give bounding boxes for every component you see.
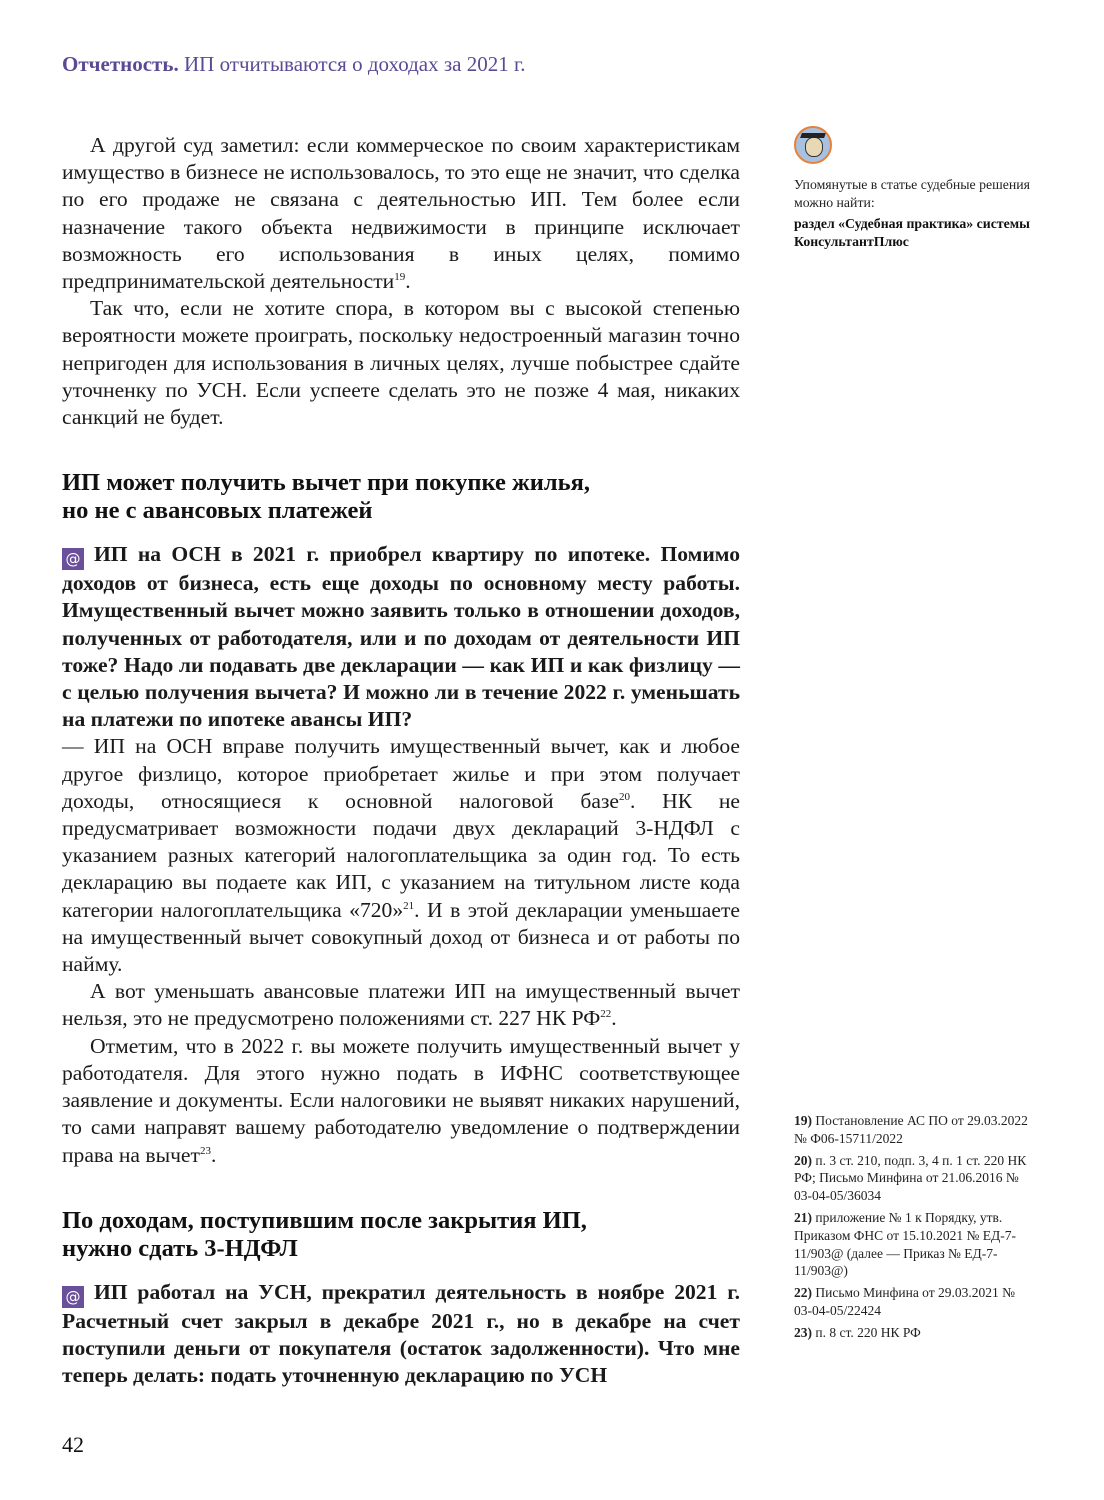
paragraph-text: Отметим, что в 2022 г. вы можете получить имущественный вычет у работодателя. Для этого нужно подать в ИФНС соответствующее заявление и документы. Если налоговики не выявят никаких нарушений, то сами направят вашему работодателю уведомление о подтверждении права на вычет (62, 1033, 740, 1167)
main-column (62, 132, 740, 1389)
footnote-number: 21) (794, 1209, 812, 1225)
footnote-text: приложение № 1 к Порядку, утв. Приказом ФНС от 15.10.2021 № ЕД-7-11/903@ (далее — Приказ № ЕД-7-11/903@) (794, 1209, 1016, 1279)
heading-line: нужно сдать 3-НДФЛ (62, 1234, 298, 1262)
paragraph-1 (62, 132, 740, 295)
punct: . (611, 1006, 617, 1031)
answer-text: . НК не предусматривает возможности подачи двух деклараций 3-НДФЛ с указанием разных категорий налогоплательщика за один год. То есть декларацию вы подаете как ИП, с указанием на титульном листе кода категории налогоплательщика «720» (62, 788, 740, 922)
footnote-21 (794, 1209, 1034, 1280)
scholar-avatar-icon (794, 126, 832, 164)
footnote-text: Постановление АС ПО от 29.03.2022 № Ф06-15711/2022 (794, 1113, 1028, 1146)
question-text: ИП работал на УСН, прекратил деятельность в ноябре 2021 г. Расчетный счет закрыл в декабре 2021 г., но в декабре на счет поступили деньги от покупателя (остаток задолженности). Что мне теперь делать: подать уточненную декларацию по УСН (62, 1279, 740, 1388)
section-heading-2 (62, 1207, 740, 1263)
footnote-number: 20) (794, 1152, 812, 1168)
punct: . (210, 1142, 217, 1167)
answer-1 (62, 733, 740, 978)
paragraph-text: А другой суд заметил: если коммерческое по своим характеристикам имущество в бизнесе не использовалось, то это еще не значит, что сделка по его продаже не связана с деятельностью ИП. Тем более если назначение такого объекта недвижимости в принципе исключает возможность его использования в иных целях, помимо предпринимательской деятельности (62, 133, 740, 294)
paragraph-text: А вот уменьшать авансовые платежи ИП на имущественный вычет нельзя, это не предусмотрено положениями ст. 227 НК РФ (62, 979, 740, 1031)
heading-line: но не с авансовых платежей (62, 497, 373, 525)
footnote-ref[interactable]: 23 (199, 1144, 211, 1157)
heading-line: По доходам, поступившим после закрытия ИП, (62, 1206, 587, 1234)
header-subtitle: ИП отчитываются о доходах за 2021 г. (183, 52, 526, 76)
question-at-icon: @ (62, 1286, 84, 1308)
answer-text: — ИП на ОСН вправе получить имущественный вычет, как и любое другое физлицо, которое приобретает жилье и при этом получает доходы, относящиеся к основной налоговой базе (62, 734, 740, 813)
footnote-ref[interactable]: 22 (600, 1008, 612, 1021)
footnote-ref[interactable]: 20 (619, 790, 631, 803)
paragraph-4 (62, 1033, 740, 1169)
avatar-cap (800, 133, 826, 138)
question-text: ИП на ОСН в 2021 г. приобрел квартиру по ипотеке. Помимо доходов от бизнеса, есть еще доходы по основному месту работы. Имущественный вычет можно заявить только в отношении доходов, полученных от работодателя, или и по доходам от деятельности ИП тоже? Надо ли подавать две декларации — как ИП и как физлицу — с целью получения вычета? И можно ли в течение 2022 г. уменьшать на платежи по ипотеке авансы ИП? (62, 542, 740, 732)
punct: . (405, 269, 411, 294)
sidebar-note (794, 126, 1034, 250)
footnote-ref[interactable]: 19 (394, 270, 406, 283)
page-number: 42 (62, 1432, 84, 1457)
footnote-number: 19) (794, 1113, 812, 1128)
question-1 (62, 541, 740, 733)
footnote-text: п. 8 ст. 220 НК РФ (815, 1324, 921, 1340)
heading-line: ИП может получить вычет при покупке жилья, (62, 469, 590, 497)
footnotes (794, 1112, 1034, 1346)
footnote-ref[interactable]: 21 (403, 899, 415, 912)
footnote-19 (794, 1112, 1034, 1148)
footnote-20 (794, 1152, 1034, 1205)
paragraph-3 (62, 978, 740, 1032)
avatar-face (805, 137, 823, 157)
footnote-number: 23) (794, 1324, 812, 1340)
paragraph-2: Так что, если не хотите спора, в котором вы с высокой степенью вероятности можете проиграть, поскольку недостроенный магазин точно непригоден для использования в личных целях, лучше побыстрее сдайте уточненку по УСН. Если успеете сделать это не позже 4 мая, никаких санкций не будет. (62, 296, 740, 430)
footnote-text: Письмо Минфина от 29.03.2021 № 03-04-05/22424 (794, 1285, 1016, 1318)
question-at-icon: @ (62, 548, 84, 570)
footnote-number: 22) (794, 1285, 812, 1301)
question-2 (62, 1279, 740, 1390)
section-heading-1 (62, 469, 740, 525)
footnote-23 (794, 1324, 1034, 1342)
answer-text: . И в этой декларации уменьшаете на имущественный вычет совокупный доход от бизнеса и от работы по найму. (62, 897, 740, 977)
sidebar-note-source: раздел «Судебная практика» системы КонсультантПлюс (794, 216, 1030, 249)
sidebar-note-text: Упомянутые в статье судебные решения можно найти: (794, 177, 1030, 210)
running-header (62, 52, 525, 77)
footnote-text: п. 3 ст. 210, подп. 3, 4 п. 1 ст. 220 НК РФ; Письмо Минфина от 21.06.2016 № 03-04-05/36034 (794, 1152, 1027, 1204)
footnote-22 (794, 1284, 1034, 1320)
section-label: Отчетность. (62, 52, 179, 76)
